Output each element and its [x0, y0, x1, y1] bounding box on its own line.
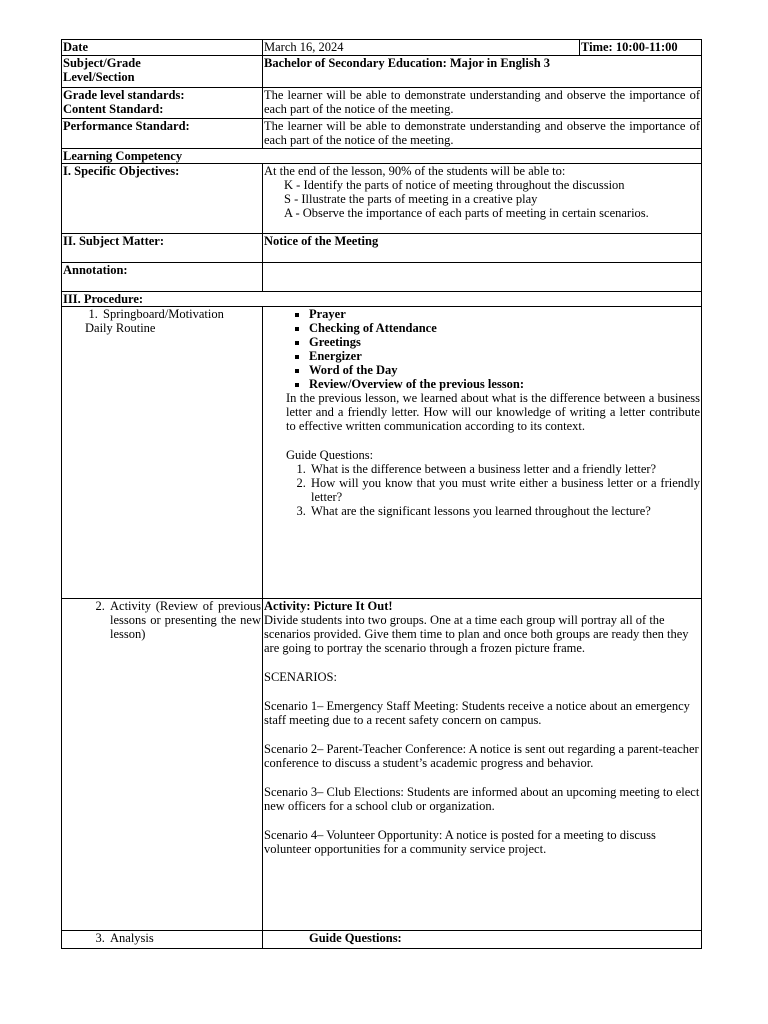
learning-competency-row	[62, 149, 702, 164]
grade-standards-label-line-1: Grade level standards:	[63, 88, 185, 102]
scenario-item: Scenario 4– Volunteer Opportunity: A notice is posted for a meeting to discuss volunteer opportunities for a community service project.	[264, 828, 656, 856]
routine-item: ▪ Word of the Day	[309, 363, 700, 377]
time-value: Time: 10:00-11:00	[580, 40, 702, 56]
objectives-intro: At the end of the lesson, 90% of the students will be able to:	[264, 164, 566, 178]
guide-question: 3. What are the significant lessons you learned throughout the lecture?	[309, 504, 700, 518]
procedure-row	[62, 292, 702, 307]
guide-questions-label: Guide Questions:	[286, 448, 374, 462]
analysis-row	[62, 931, 702, 949]
grade-standards-value: The learner will be able to demonstrate understanding and observe the importance of each part of the notice of the meeting.	[263, 88, 702, 119]
procedure-label: III. Procedure:	[62, 292, 702, 307]
grade-standards-label	[62, 88, 263, 119]
routine-item: ▪ Prayer	[309, 307, 700, 321]
activity-row	[62, 599, 702, 931]
springboard-row	[62, 307, 702, 599]
springboard-content	[263, 307, 702, 599]
subject-value: Bachelor of Secondary Education: Major in English 3	[263, 56, 702, 88]
performance-standard-label: Performance Standard:	[62, 119, 263, 149]
grade-standards-row	[62, 88, 702, 119]
objective-skill: S - Illustrate the parts of meeting in a creative play	[284, 192, 538, 206]
routine-item: ▪ Greetings	[309, 335, 700, 349]
routine-list	[264, 307, 700, 391]
activity-title: Activity: Picture It Out!	[264, 599, 393, 613]
performance-standard-value: The learner will be able to demonstrate understanding and observe the importance of each part of the notice of the meeting.	[264, 119, 700, 147]
scenario-item: Scenario 3– Club Elections: Students are informed about an upcoming meeting to elect new officers for a school club or organization.	[264, 785, 700, 813]
guide-questions-list	[264, 462, 700, 518]
specific-objectives-label: I. Specific Objectives:	[62, 164, 263, 234]
subject-matter-value: Notice of the Meeting	[263, 234, 702, 263]
subject-row	[62, 56, 702, 88]
scenarios-label: SCENARIOS:	[264, 670, 337, 684]
springboard-step-label: 1. Springboard/Motivation	[101, 307, 261, 321]
review-text: In the previous lesson, we learned about what is the difference between a business letter and a friendly letter. How will our knowledge of writing a letter contribute to effective written communication according to its context.	[286, 391, 700, 433]
scenario-item: Scenario 2– Parent-Teacher Conference: A notice is sent out regarding a parent-teacher conference to discuss a student’s academic progress and behavior.	[264, 742, 699, 770]
date-label: Date	[62, 40, 263, 56]
date-value: March 16, 2024	[263, 40, 580, 56]
objective-attitude: A - Observe the importance of each parts of meeting in certain scenarios.	[284, 206, 649, 220]
routine-item: ▪ Review/Overview of the previous lesson:	[309, 377, 700, 391]
guide-question: 2. How will you know that you must write either a business letter or a friendly letter?	[309, 476, 700, 504]
subject-label-line-1: Subject/Grade	[63, 56, 141, 70]
subject-label	[62, 56, 263, 88]
activity-content	[263, 599, 702, 931]
date-row	[62, 40, 702, 56]
analysis-guide-questions: Guide Questions:	[263, 931, 702, 949]
annotation-label: Annotation:	[62, 263, 263, 292]
analysis-step-label: 3. Analysis	[108, 931, 261, 945]
activity-step-label: 2. Activity (Review of previous lessons or presenting the new lesson)	[108, 599, 261, 641]
performance-standard-row	[62, 119, 702, 149]
learning-competency-label: Learning Competency	[62, 149, 702, 164]
annotation-row	[62, 263, 702, 292]
subject-label-line-2: Level/Section	[63, 70, 135, 84]
objective-knowledge: K - Identify the parts of notice of meeting throughout the discussion	[284, 178, 625, 192]
routine-item: ▪ Energizer	[309, 349, 700, 363]
springboard-label	[62, 307, 263, 599]
daily-routine-label: Daily Routine	[85, 321, 156, 335]
activity-label	[62, 599, 263, 931]
specific-objectives-value	[263, 164, 702, 234]
subject-matter-label: II. Subject Matter:	[62, 234, 263, 263]
content-standard-label: Content Standard:	[63, 102, 164, 116]
specific-objectives-row	[62, 164, 702, 234]
subject-matter-row	[62, 234, 702, 263]
annotation-value	[263, 263, 702, 292]
routine-item: ▪ Checking of Attendance	[309, 321, 700, 335]
scenario-item: Scenario 1– Emergency Staff Meeting: Students receive a notice about an emergency staff meeting due to a recent safety concern on campus.	[264, 699, 690, 727]
analysis-label	[62, 931, 263, 949]
activity-instructions: Divide students into two groups. One at a time each group will portray all of the scenarios provided. Give them time to plan and once both groups are ready then they are going to portray the scenario through a frozen picture frame.	[264, 613, 689, 655]
guide-question: 1. What is the difference between a business letter and a friendly letter?	[309, 462, 700, 476]
lesson-plan-table	[61, 39, 702, 949]
